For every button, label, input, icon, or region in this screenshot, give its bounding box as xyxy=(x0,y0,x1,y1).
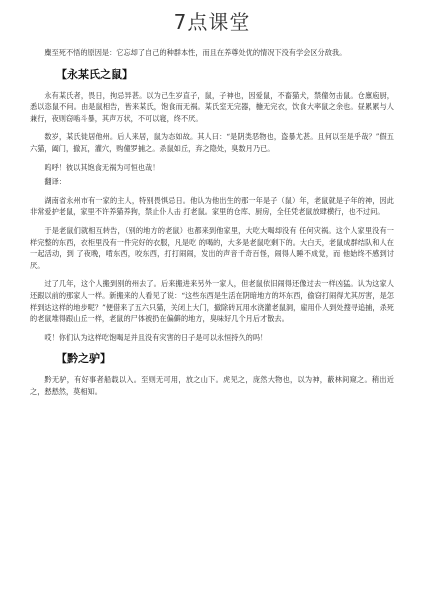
translation-paragraph-2: 于是老鼠们就相互转告，（别的地方的老鼠）也都来到他家里，大吃大喝却没有 任何灾祸。这个人家里没有一样完整的东西，衣柜里没有一件完好的衣服，凡是吃 的喝的，大多是老鼠吃剩下的。大白天，老鼠成群结队和人在一起活动，到 了夜晚，啃东西，咬东西，打打闹闹，发出的声音千奇百怪，闹得人睡不成觉，而 他始终不感到讨厌。 xyxy=(30,225,394,270)
donkey-paragraph-1: 黔无驴，有好事者船载以入。至则无可用，放之山下。虎见之，庞然大物也，以为神，蔽林间窥之。稍出近之，慭慭然，莫相知。 xyxy=(30,375,394,396)
classical-paragraph-3: 呜呼！彼以其饱食无祸为可恒也哉！ xyxy=(44,162,160,172)
translation-paragraph-3: 过了几年，这个人搬到别的州去了。后来搬进来另外一家人，但老鼠依旧闹得还像过去一样凶猛。认为这家人还跟以前的那家人一样。新搬来的人看见了说：“这些东西是生活在阴暗地方的坏东西，偷窃打闹得尤其厉害，是怎样到达这样的地步呢？”便借来了五六只猫，关闭上大门，撤除砖瓦用水浇灌老鼠洞，雇用仆人到处搜寻追捕，杀死的老鼠堆得跟山丘一样，老鼠的尸体被扔在偏僻的地方，臭味好几个月后才散去。 xyxy=(30,279,394,324)
section-heading-donkey: 【黔之驴】 xyxy=(56,352,111,366)
classical-paragraph-1: 永有某氏者，畏日，拘忌异甚。以为己生岁直子，鼠，子神也，因爱鼠，不畜猫犬，禁僮勿击鼠。仓廪庖厨，悉以恣鼠不问。由是鼠相告，皆来某氏，饱食而无祸。某氏室无完器，椸无完衣，饮食大率鼠之余也。昼累累与人兼行，夜则窃啮斗暴，其声万状，不可以寝，终不厌。 xyxy=(30,90,394,123)
intro-paragraph: 麋至死不悟的原因是：它忘却了自己的种群本性，而且在养尊处优的情况下没有学会区分敌我。 xyxy=(44,48,347,57)
translation-label: 翻译： xyxy=(44,177,66,187)
section-heading-rat: 【永某氏之鼠】 xyxy=(56,67,133,81)
translation-paragraph-4: 哎！你们认为这样吃饱喝足并且没有灾害的日子是可以永恒持久的吗！ xyxy=(44,332,268,342)
translation-paragraph-1: 湖南省永州市有一家的主人，特别畏惧忌日。他认为他出生的那一年是子（鼠）年，老鼠就是子年的神，因此非常爱护老鼠，家里不许养猫养狗，禁止仆人击 打老鼠。家里的仓库、厨房，全任凭老鼠放肆横行，也不过问。 xyxy=(30,195,394,217)
classical-paragraph-2: 数岁，某氏徙居他州。后人来居，鼠为态如故。其人曰：“是阴类恶物也，盗暴尤甚。且何以至是乎哉？”假五六猫，阖门，撤瓦，灌穴，购僮罗捕之。杀鼠如丘，弃之隐处，臭数月乃已。 xyxy=(30,132,394,153)
page-title: 7点课堂 xyxy=(173,10,251,34)
